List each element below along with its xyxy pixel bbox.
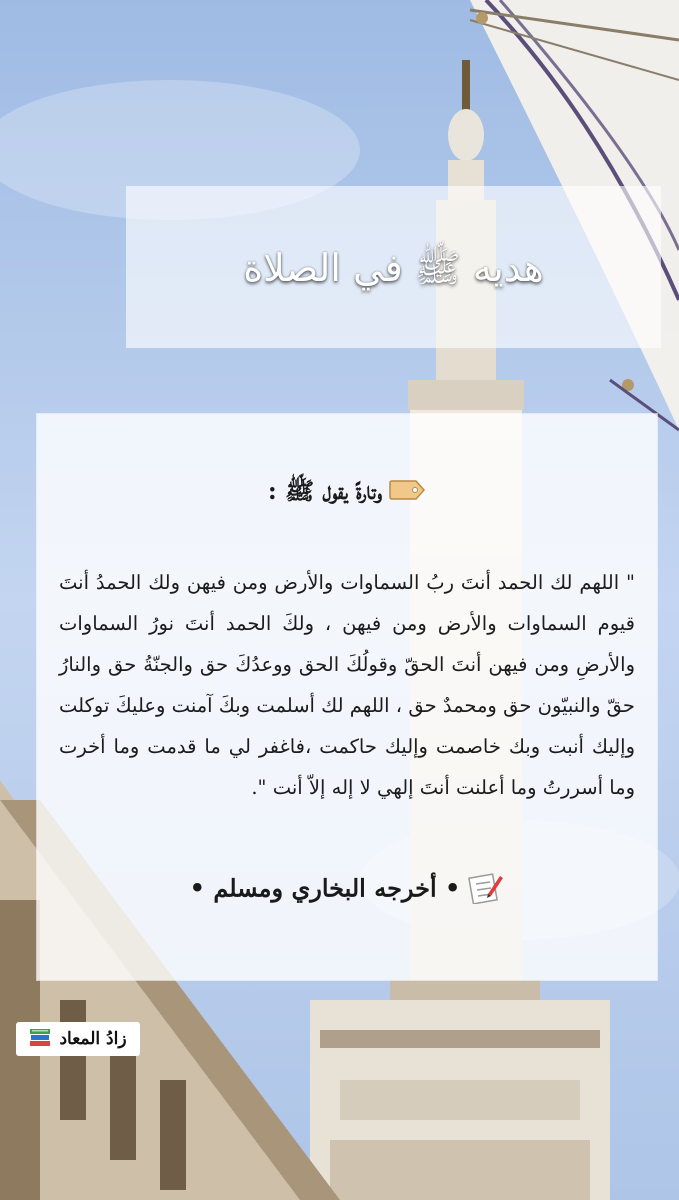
content-card (37, 414, 657, 980)
brand-badge (16, 1022, 140, 1056)
source-line (37, 870, 657, 910)
title-banner (126, 186, 661, 348)
books-icon (29, 1027, 51, 1052)
page-title: هديه ﷺ في الصلاة (243, 245, 544, 290)
card-heading-text: وتارةً يقول ﷺ : (267, 476, 383, 505)
memo-icon (468, 870, 504, 910)
tag-icon (388, 478, 426, 507)
brand-name: زادُ المعاد (59, 1029, 127, 1049)
hadith-text: " اللهم لك الحمد أنتَ ربُ السماوات والأرض ومن فيهن ولك الحمدُ أنتَ قيوم السماوات والأرض ومن فيهن ، ولكَ الحمد أنتَ نورُ السماوات والأرضِ ومن فيهن أنتَ الحقّ وقولُكَ الحق ووعدُكَ حق والجنّةُ حق والنارُ حقّ والنبيّون حق ومحمدٌ حق ، اللهم لك أسلمت وبكَ آمنت وعليكَ توكلت وإليك أنبت وبك خاصمت وإليك حاكمت ،فاغفر لي ما قدمت وما أخرت وما أسررتُ وما أعلنت أنتَ إلهي لا إله إلاّ أنت ". (59, 571, 635, 799)
card-heading (37, 476, 657, 511)
source-text: • أخرجه البخاري ومسلم • (189, 873, 461, 903)
